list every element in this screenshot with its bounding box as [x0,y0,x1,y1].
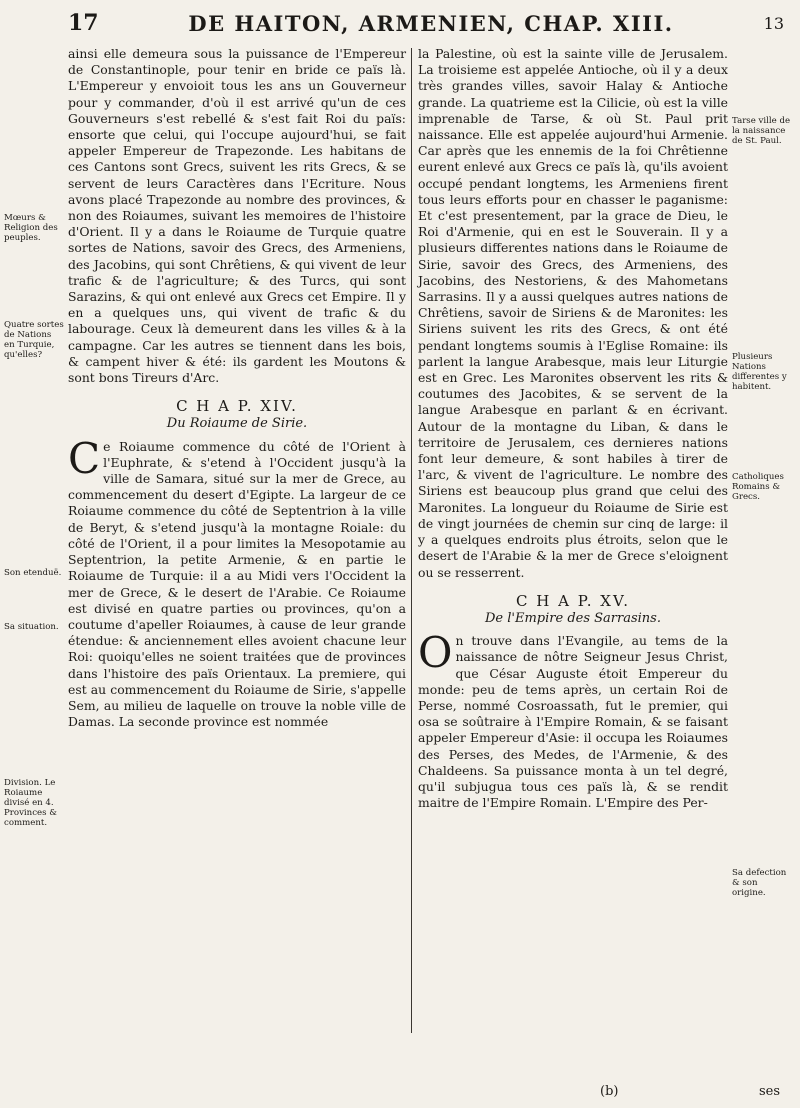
margin-note: Division. Le Roiaume divisé en 4. Provinces & comment. [4,778,57,828]
signature-mark: 13 [763,13,784,33]
drop-cap: O [418,628,453,678]
margin-note: Mœurs & Religion des peuples. [4,213,58,243]
chapter-heading: C H A P. XIV. [176,397,298,416]
paragraph-text: e Roiaume commence du côté de l'Orient à l'Euphrate, & s'etend à l'Occident jusqu'à la ville de Samara, situé sur la mer de Grece, au commencement du desert d'Egipte. La largeur de ce Roiaume commence du côté de Septentrion à la ville de Beryt, & s'etend jusqu'à la montagne Roiale: du côté de l'Orient, il a pour limites la Mesopotamie au Septentrion, la petite Armenie, & en partie le Roiaume de Turquie: il a au Midi vers l'Occident la mer de Grece, & le desert de l'Arabie. Ce Roiaume est divisé en quatre parties ou provinces, qu'on a coutume d'apeller Roiaumes, à cause de leur grande étendue: & anciennement elles avoient chacune leur Roi: quoiqu'elles ne soient traitées que de provinces dans l'histoire des païs Orientaux. La premiere, qui est au commencement du Roiaume de Sirie, s'appelle Sem, au milieu de laquelle on trouve la noble ville de Damas. La seconde province est nommée [68,438,406,730]
margin-note: Sa situation. [4,622,59,632]
paragraph: ainsi elle demeura sous la puissance de l'Empereur de Constantinople, pour tenir en bride ce païs là. L'Empereur y envoioit tous les ans un Gouverneur pour y commander, d'où il est arrivé qu'un de ces Gouverneurs s'est rebellé & s'est fait Roi du païs: ensorte que celui, qui l'occupe aujourd'hui, se fait appeler Empereur de Trapezonde. Les habitans de ces Cantons sont Grecs, suivent les rits Grecs, & se servent de leurs Caractères dans l'Ecriture. Nous avons placé Trapezonde au nombre des provinces, & non des Roiaumes, suivant les memoires de l'histoire d'Orient. Il y a dans le Roiaume de Turquie quatre sortes de Nations, savoir des Grecs, des Armeniens, des Jacobins, qui sont Chrêtiens, & qui vivent de leur trafic & de l'agriculture; & des Turcs, qui sont Sarazins, & qui ont enlevé aux Grecs cet Empire. Il y en a quelques uns, qui vivent de trafic & du labourage. Ceux là demeurent dans les villes & à la campagne. Car les autres se tiennent dans les bois, & campent hiver & été: ils gardent les Moutons & sont bons Tireurs d'Arc. [68,46,406,386]
page-number: 17 [68,10,99,36]
margin-note: Plusieurs Nations differentes y habitent. [732,352,787,392]
left-column [68,46,406,730]
signature: (b) [600,1084,619,1099]
paragraph [68,433,406,731]
column-divider [411,48,412,1033]
drop-cap: C [68,433,101,483]
margin-note: Sa defection & son origine. [732,868,787,898]
chapter-subtitle: De l'Empire des Sarrasins. [485,610,661,626]
margin-note: Quatre sortes de Nations en Turquie, qu'elles? [4,320,64,360]
running-header [68,6,784,40]
margin-note: Tarse ville de la naissance de St. Paul. [732,116,791,146]
paragraph [418,628,728,811]
paragraph-text: n trouve dans l'Evangile, au tems de la naissance de nôtre Seigneur Jesus Christ, que César Auguste étoit Empereur du monde: peu de tems après, un certain Roi de Perse, nommé Cosroassath, fut le premier, qui osa se soûtraire à l'Empire Romain, & se faisant appeler Empereur d'Asie: il occupa les Roiaumes des Perses, des Medes, de l'Armenie, & des Chaldeens. Sa puissance monta à un tel degré, qu'il subjugua tous ces païs là, & se rendit maitre de l'Empire Romain. L'Empire des Per- [418,633,728,811]
chapter-subtitle: Du Roiaume de Sirie. [166,416,308,432]
chapter-heading: C H A P. XV. [516,591,630,610]
page-footer [600,1084,780,1099]
margin-note: Son etenduë. [4,568,62,578]
right-column [418,46,728,811]
catchword: ses [758,1084,780,1099]
running-title: DE HAITON, ARMENIEN, CHAP. XIII. [188,10,674,36]
paragraph: la Palestine, où est la sainte ville de Jerusalem. La troisieme est appelée Antioche, où il y a deux très grandes villes, savoir Halay & Antioche grande. La quatrieme est la Cilicie, où est la ville imprenable de Tarse, & où St. Paul prit naissance. Elle est appelée aujourd'hui Armenie. Car après que les ennemis de la foi Chrêtienne eurent enlevé aux Grecs ce païs là, qu'ils avoient occupé pendant longtems, les Armeniens firent tous leurs efforts pour en chasser le paganisme: Et c'est presentement, par la grace de Dieu, le Roi d'Armenie, qui en est le Souverain. Il y a plusieurs differentes nations dans le Roiaume de Sirie, savoir des Grecs, des Armeniens, des Jacobins, des Nestoriens, & des Mahometans Sarrasins. Il y a aussi quelques autres nations de Chrêtiens, savoir de Siriens & de Maronites: les Siriens suivent les rits des Grecs, & ont été pendant longtems soumis à l'Eglise Romaine: ils parlent la langue Arabesque, mais leur Liturgie est en Grec. Les Maronites observent les rits & coutumes des Jacobites, & se servent de la langue Arabesque en parlant & en écrivant. Autour de la montagne du Liban, & dans le territoire de Jerusalem, ces dernieres nations font leur demeure, & sont habiles à tirer de l'arc, & vivent de l'agriculture. Le nombre des Siriens est beaucoup plus grand que celui des Maronites. La longueur du Roiaume de Sirie est de vingt journées de chemin sur cinq de large: il y a quelques endroits plus étroits, selon que le desert de l'Arabie & la mer de Grece s'eloignent ou se resserrent. [418,46,728,580]
margin-note: Catholiques Romains & Grecs. [732,472,784,502]
